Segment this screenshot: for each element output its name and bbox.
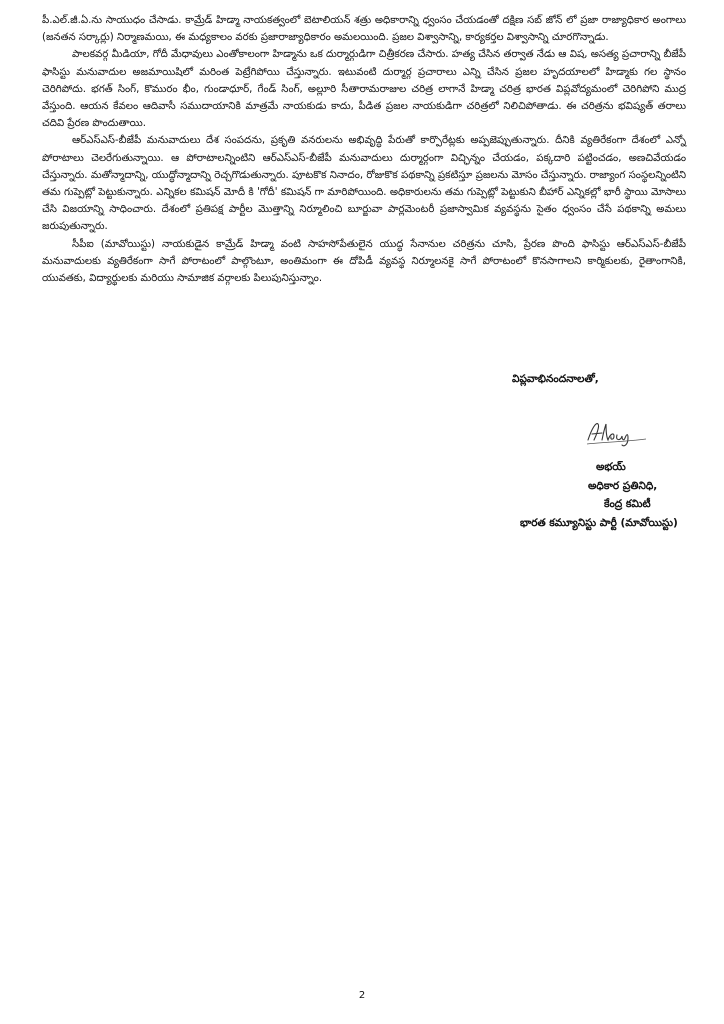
signatory-role: అధికార ప్రతినిధి, <box>588 479 658 492</box>
handwritten-signature <box>584 418 654 448</box>
paragraph-2: పాలకవర్గ మీడియా, గోదీ మేధావులు ఎంతోకాలంగా హిడ్మాను ఒక దుర్మార్గుడిగా చిత్రీకరణ చేసారు. హత్య చేసిన తర్వాత నేడు ఆ విష, అసత్య ప్రచారాన్ని బీజేపీ ఫాసిస్టు మనువాదుల అజమాయిషిలో మరింత పెట్రేగిపోయి చేస్తున్నారు. ఇటువంటి దుర్మార్గ ప్రచారాలు ఎన్ని చేసిన ప్రజల హృదయాలలో హిడ్మాకు గల స్థానం చెరిగిపోదు. భగత్ సింగ్, కొమురం భీం, గుండాధూర్, గేండ్ సింగ్, అల్లూరి సీతారామరాజుల చరిత్ర లాగానే హిడ్మా చరిత్ర భారత విప్లవోద్యమంలో చెరిగిపోని ముద్ర వేస్తుంది. ఆయన కేవలం ఆదివాసీ సముదాయానికి మాత్రమే నాయకుడు కాదు, పీడిత ప్రజల నాయకుడిగా చరిత్రలో నిలిచిపోతాడు. ఈ చరిత్రను భవిష్యత్ తరాలు చదివి ప్రేరణ పొందుతాయి. <box>42 49 686 130</box>
signatory-name: అభయ్ <box>596 461 626 473</box>
paragraph-1: పీ.ఎల్.జీ.ఏ.ను సాయుధం చేసాడు. కామ్రేడ్ హిడ్మా నాయకత్వంలో బెటాలియన్ శత్రు అధికారాన్ని ధ్వంసం చేయడంతో దక్షిణ సబ్ జోన్ లో ప్రజా రాజ్యాధికార అంగాలు (జనతన సర్కార్లు) నిర్మాణమయి, ఈ మధ్యకాలం వరకు ప్రజారాజ్యాధికారం అమలయింది. ప్రజల విశ్వాసాన్ని, కార్యకర్తల విశ్వాసాన్ని చూరగొన్నాడు. <box>42 15 686 44</box>
page-number: 2 <box>358 990 366 1001</box>
signature-block <box>520 458 690 532</box>
paragraph-3: ఆర్ఎస్ఎస్-బీజేపీ మనువాదులు దేశ సంపదను, ప్రకృతి వనరులను అభివృద్ధి పేరుతో కార్పొరేట్లకు అప్పజెప్పుతున్నారు. దీనికి వ్యతిరేకంగా దేశంలో ఎన్నో పోరాటాలు చెలరేగుతున్నాయి. ఆ పోరాటాలన్నింటిని ఆర్ఎస్ఎస్-బీజేపీ మనువాదులు దుర్మార్గంగా విచ్ఛిన్నం చేయడం, పక్కదారి పట్టించడం, అణచివేయడం చేస్తున్నారు. మతోన్మాదాన్ని, యుద్ధోన్మాదాన్ని రెచ్చగొడుతున్నారు. పూటకొక నినాదం, రోజుకొక పథకాన్ని ప్రకటిస్తూ ప్రజలను మోసం చేస్తున్నారు. రాజ్యాంగ సంస్థలన్నింటిని తమ గుప్పెట్లో పెట్టుకున్నారు. ఎన్నికల కమిషన్ మోదీ కి 'గోదీ' కమిషన్ గా మారిపోయింది. అధికారులను తమ గుప్పెట్లో పెట్టుకుని బీహార్ ఎన్నికల్లో భారీ స్థాయి మోసాలు చేసి విజయాన్ని సాధించారు. దేశంలో ప్రతిపక్ష పార్టీల మొత్తాన్ని నిర్మూలించి బూర్జువా పార్లమెంటరీ ప్రజాస్వామిక వ్యవస్థను సైతం ధ్వంసం చేసే పథకాన్ని అమలు జరుపుతున్నారు. <box>42 135 686 233</box>
signatory-party: భారత కమ్యూనిస్టు పార్టీ (మావోయిస్టు) <box>520 516 678 529</box>
signatory-committee: కేంద్ర కమిటీ <box>604 498 651 510</box>
paragraph-4: సీపీఐ (మావోయిస్టు) నాయకుడైన కామ్రేడ్ హిడ్మా వంటి సాహసోపేతులైన యుద్ధ సేనానుల చరిత్రను చూసి, ప్రేరణ పొంది ఫాసిస్టు ఆర్ఎస్ఎస్-బీజేపీ మనువాదులకు వ్యతిరేకంగా సాగే పోరాటంలో పాల్గొంటూ, అంతిమంగా ఈ దోపిడీ వ్యవస్థ నిర్మూలనకై సాగే పోరాటంలో కొనసాగాలని కార్మికులకు, రైతాంగానికి, యువతకు, విద్యార్థులకు మరియు సామాజిక వర్గాలకు పిలుపునిస్తున్నాం. <box>42 238 686 285</box>
closing-salutation: విప్లవాభినందనాలతో, <box>512 373 599 385</box>
document-body <box>42 12 686 287</box>
